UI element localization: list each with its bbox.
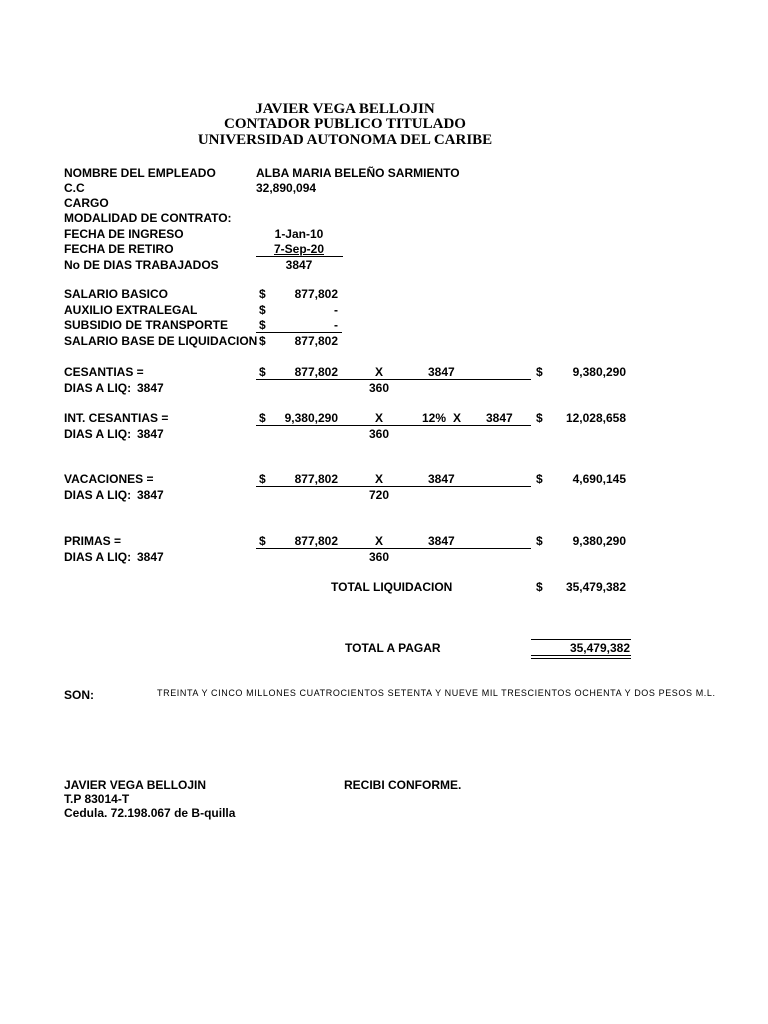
primas-x: X xyxy=(375,534,384,548)
cargo-label: CARGO xyxy=(64,196,109,210)
ingreso-label: FECHA DE INGRESO xyxy=(64,227,184,241)
total-pagar-top-rule xyxy=(531,639,631,640)
auxilio-label: AUXILIO EXTRALEGAL xyxy=(64,303,198,317)
cesantias-label: CESANTIAS = xyxy=(64,365,144,379)
primas-divisor: 360 xyxy=(369,550,390,564)
header-line-2: CONTADOR PUBLICO TITULADO xyxy=(224,116,466,132)
base-currency: $ xyxy=(259,334,266,348)
cesantias-fraction-rule xyxy=(256,379,531,380)
vacaciones-days: 3847 xyxy=(428,472,455,486)
dias-top-rule xyxy=(256,256,343,257)
vacaciones-fraction-rule xyxy=(256,486,531,487)
total-pagar-value: 35,479,382 xyxy=(569,641,630,655)
basico-currency: $ xyxy=(259,287,266,301)
int-cesantias-divisor: 360 xyxy=(369,427,390,441)
basico-value: 877,802 xyxy=(294,287,338,301)
cesantias-dias-label: DIAS A LIQ: xyxy=(64,381,132,395)
vacaciones-base: 877,802 xyxy=(294,472,338,486)
int-cesantias-fraction-rule xyxy=(256,425,531,426)
header-line-3: UNIVERSIDAD AUTONOMA DEL CARIBE xyxy=(197,132,493,148)
auxilio-currency: $ xyxy=(259,303,266,317)
primas-days: 3847 xyxy=(428,534,455,548)
primas-result-currency: $ xyxy=(536,534,543,548)
vacaciones-currency: $ xyxy=(259,472,266,486)
int-cesantias-label: INT. CESANTIAS = xyxy=(64,411,169,425)
header-line-1: JAVIER VEGA BELLOJIN xyxy=(255,101,435,117)
son-text: TREINTA Y CINCO MILLONES CUATROCIENTOS SETENTA Y NUEVE MIL TRESCIENTOS OCHENTA Y DOS PESOS M.L. xyxy=(157,688,716,698)
signature-tp: T.P 83014-T xyxy=(64,792,130,806)
int-cesantias-result: 12,028,658 xyxy=(565,411,626,425)
name-label: NOMBRE DEL EMPLEADO xyxy=(64,166,216,180)
name-value: ALBA MARIA BELEÑO SARMIENTO xyxy=(256,166,460,180)
vacaciones-x: X xyxy=(375,472,384,486)
total-liquidacion-value: 35,479,382 xyxy=(565,580,626,594)
total-pagar-double-rule-2 xyxy=(531,658,631,659)
primas-label: PRIMAS = xyxy=(64,534,122,548)
auxilio-value: - xyxy=(334,303,338,317)
base-value: 877,802 xyxy=(294,334,338,348)
int-cesantias-currency: $ xyxy=(259,411,266,425)
primas-fraction-rule xyxy=(256,548,531,549)
vacaciones-result: 4,690,145 xyxy=(572,472,626,486)
signature-cedula: Cedula. 72.198.067 de B-quilla xyxy=(64,806,236,820)
cesantias-days: 3847 xyxy=(428,365,455,379)
cc-value: 32,890,094 xyxy=(256,181,317,195)
int-cesantias-dias-label: DIAS A LIQ: xyxy=(64,427,132,441)
base-label: SALARIO BASE DE LIQUIDACION xyxy=(64,334,258,348)
vacaciones-dias-label: DIAS A LIQ: xyxy=(64,488,132,502)
int-cesantias-base: 9,380,290 xyxy=(284,411,338,425)
primas-result: 9,380,290 xyxy=(572,534,626,548)
vacaciones-divisor: 720 xyxy=(369,488,390,502)
int-cesantias-x: X xyxy=(375,411,384,425)
base-top-rule xyxy=(256,332,342,333)
int-cesantias-x2: X xyxy=(453,411,462,425)
total-liquidacion-label: TOTAL LIQUIDACION xyxy=(331,580,453,594)
vacaciones-label: VACACIONES = xyxy=(64,472,154,486)
cesantias-dias-value: 3847 xyxy=(137,381,164,395)
cesantias-base: 877,802 xyxy=(294,365,338,379)
int-cesantias-rate: 12% xyxy=(422,411,447,425)
primas-base: 877,802 xyxy=(294,534,338,548)
total-liquidacion-currency: $ xyxy=(536,580,543,594)
cesantias-x: X xyxy=(375,365,384,379)
modalidad-label: MODALIDAD DE CONTRATO: xyxy=(64,211,232,225)
cesantias-result: 9,380,290 xyxy=(572,365,626,379)
int-cesantias-days: 3847 xyxy=(486,411,513,425)
basico-label: SALARIO BASICO xyxy=(64,287,169,301)
recibi-conforme: RECIBI CONFORME. xyxy=(344,778,462,792)
vacaciones-dias-value: 3847 xyxy=(137,488,164,502)
ingreso-value: 1-Jan-10 xyxy=(274,227,324,241)
retiro-label: FECHA DE RETIRO xyxy=(64,242,174,256)
vacaciones-result-currency: $ xyxy=(536,472,543,486)
dias-label: No DE DIAS TRABAJADOS xyxy=(64,258,219,272)
primas-dias-label: DIAS A LIQ: xyxy=(64,550,132,564)
primas-currency: $ xyxy=(259,534,266,548)
subsidio-currency: $ xyxy=(259,318,266,332)
cesantias-currency: $ xyxy=(259,365,266,379)
total-pagar-double-rule-1 xyxy=(531,655,631,656)
son-label: SON: xyxy=(64,688,94,702)
cesantias-result-currency: $ xyxy=(536,365,543,379)
subsidio-value: - xyxy=(334,318,338,332)
dias-value: 3847 xyxy=(285,258,313,272)
cesantias-divisor: 360 xyxy=(369,381,390,395)
subsidio-label: SUBSIDIO DE TRANSPORTE xyxy=(64,318,229,332)
int-cesantias-result-currency: $ xyxy=(536,411,543,425)
int-cesantias-dias-value: 3847 xyxy=(137,427,164,441)
primas-dias-value: 3847 xyxy=(137,550,164,564)
cc-label: C.C xyxy=(64,181,85,195)
total-pagar-label: TOTAL A PAGAR xyxy=(345,641,441,655)
signature-name: JAVIER VEGA BELLOJIN xyxy=(64,778,207,792)
retiro-value: 7-Sep-20 xyxy=(273,242,325,256)
